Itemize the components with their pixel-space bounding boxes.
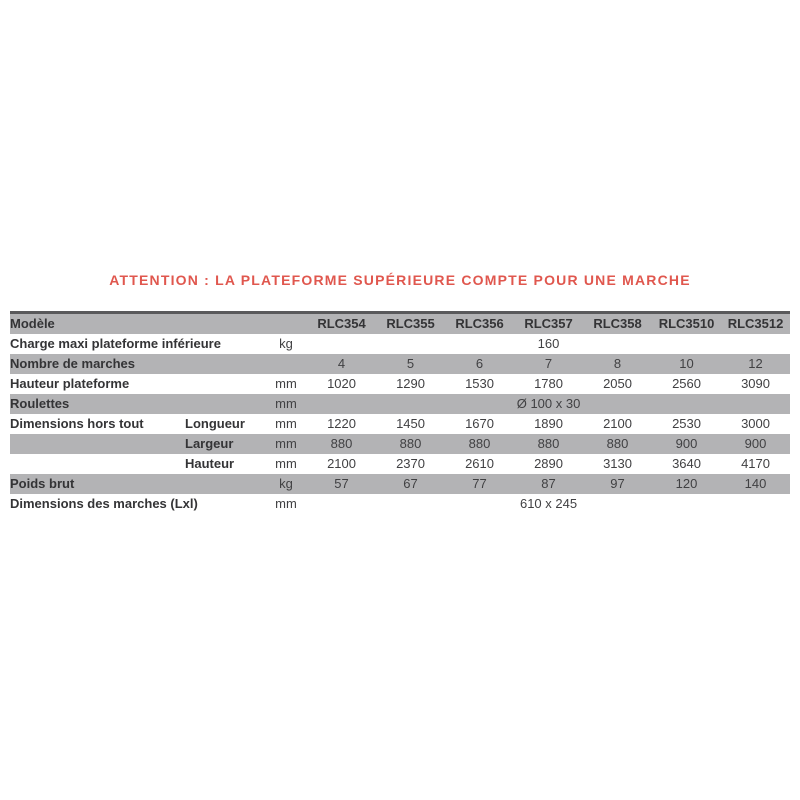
row-unit: mm [265,374,307,394]
table-row [10,394,790,414]
cell-value: 3000 [721,414,790,434]
table-row [10,334,790,354]
row-unit: mm [265,434,307,454]
row-label: Dimensions des marches (Lxl) [10,494,265,514]
row-unit: mm [265,414,307,434]
cell-value: 900 [721,434,790,454]
row-unit: mm [265,494,307,514]
cell-value: 1890 [514,414,583,434]
cell-value: 1290 [376,374,445,394]
cell-value: 67 [376,474,445,494]
model-header: RLC354 [307,313,376,335]
cell-value: 57 [307,474,376,494]
row-label: Dimensions hors tout [10,414,185,434]
cell-value: 10 [652,354,721,374]
row-label: Nombre de marches [10,354,265,374]
cell-value: 2530 [652,414,721,434]
cell-value: 140 [721,474,790,494]
cell-value: 87 [514,474,583,494]
cell-value: 2100 [583,414,652,434]
table-row [10,434,790,454]
header-label: Modèle [10,313,307,335]
table-row [10,354,790,374]
cell-value: 1450 [376,414,445,434]
table-row [10,374,790,394]
row-sublabel: Longueur [185,414,265,434]
cell-value: 880 [583,434,652,454]
table-row [10,494,790,514]
row-label [10,434,185,454]
table-row [10,474,790,494]
cell-value: 880 [445,434,514,454]
table-row [10,454,790,474]
cell-value: 1220 [307,414,376,434]
cell-value: 2100 [307,454,376,474]
model-header: RLC355 [376,313,445,335]
cell-value: 2610 [445,454,514,474]
row-label: Roulettes [10,394,265,414]
model-header: RLC3510 [652,313,721,335]
cell-value: 5 [376,354,445,374]
cell-value: Ø 100 x 30 [307,394,790,414]
row-label: Poids brut [10,474,265,494]
table-header-row [10,313,790,335]
model-header: RLC357 [514,313,583,335]
cell-value: 610 x 245 [307,494,790,514]
cell-value: 900 [652,434,721,454]
cell-value: 3130 [583,454,652,474]
cell-value: 160 [307,334,790,354]
row-sublabel: Hauteur [185,454,265,474]
row-unit: mm [265,454,307,474]
spec-table [10,311,790,514]
cell-value: 6 [445,354,514,374]
cell-value: 97 [583,474,652,494]
model-header: RLC3512 [721,313,790,335]
cell-value: 2050 [583,374,652,394]
cell-value: 4170 [721,454,790,474]
cell-value: 77 [445,474,514,494]
cell-value: 120 [652,474,721,494]
row-label: Hauteur plateforme [10,374,265,394]
cell-value: 880 [376,434,445,454]
cell-value: 8 [583,354,652,374]
table-row [10,414,790,434]
cell-value: 880 [514,434,583,454]
row-unit: kg [265,334,307,354]
cell-value: 1670 [445,414,514,434]
cell-value: 2890 [514,454,583,474]
model-header: RLC358 [583,313,652,335]
cell-value: 12 [721,354,790,374]
cell-value: 4 [307,354,376,374]
cell-value: 3640 [652,454,721,474]
row-label: Charge maxi plateforme inférieure [10,334,265,354]
row-unit: mm [265,394,307,414]
row-label [10,454,185,474]
row-unit: kg [265,474,307,494]
cell-value: 7 [514,354,583,374]
cell-value: 1530 [445,374,514,394]
cell-value: 2370 [376,454,445,474]
cell-value: 1020 [307,374,376,394]
row-sublabel: Largeur [185,434,265,454]
cell-value: 2560 [652,374,721,394]
cell-value: 1780 [514,374,583,394]
row-unit [265,354,307,374]
cell-value: 3090 [721,374,790,394]
model-header: RLC356 [445,313,514,335]
cell-value: 880 [307,434,376,454]
warning-text: ATTENTION : LA PLATEFORME SUPÉRIEURE COMPTE POUR UNE MARCHE [109,272,691,288]
